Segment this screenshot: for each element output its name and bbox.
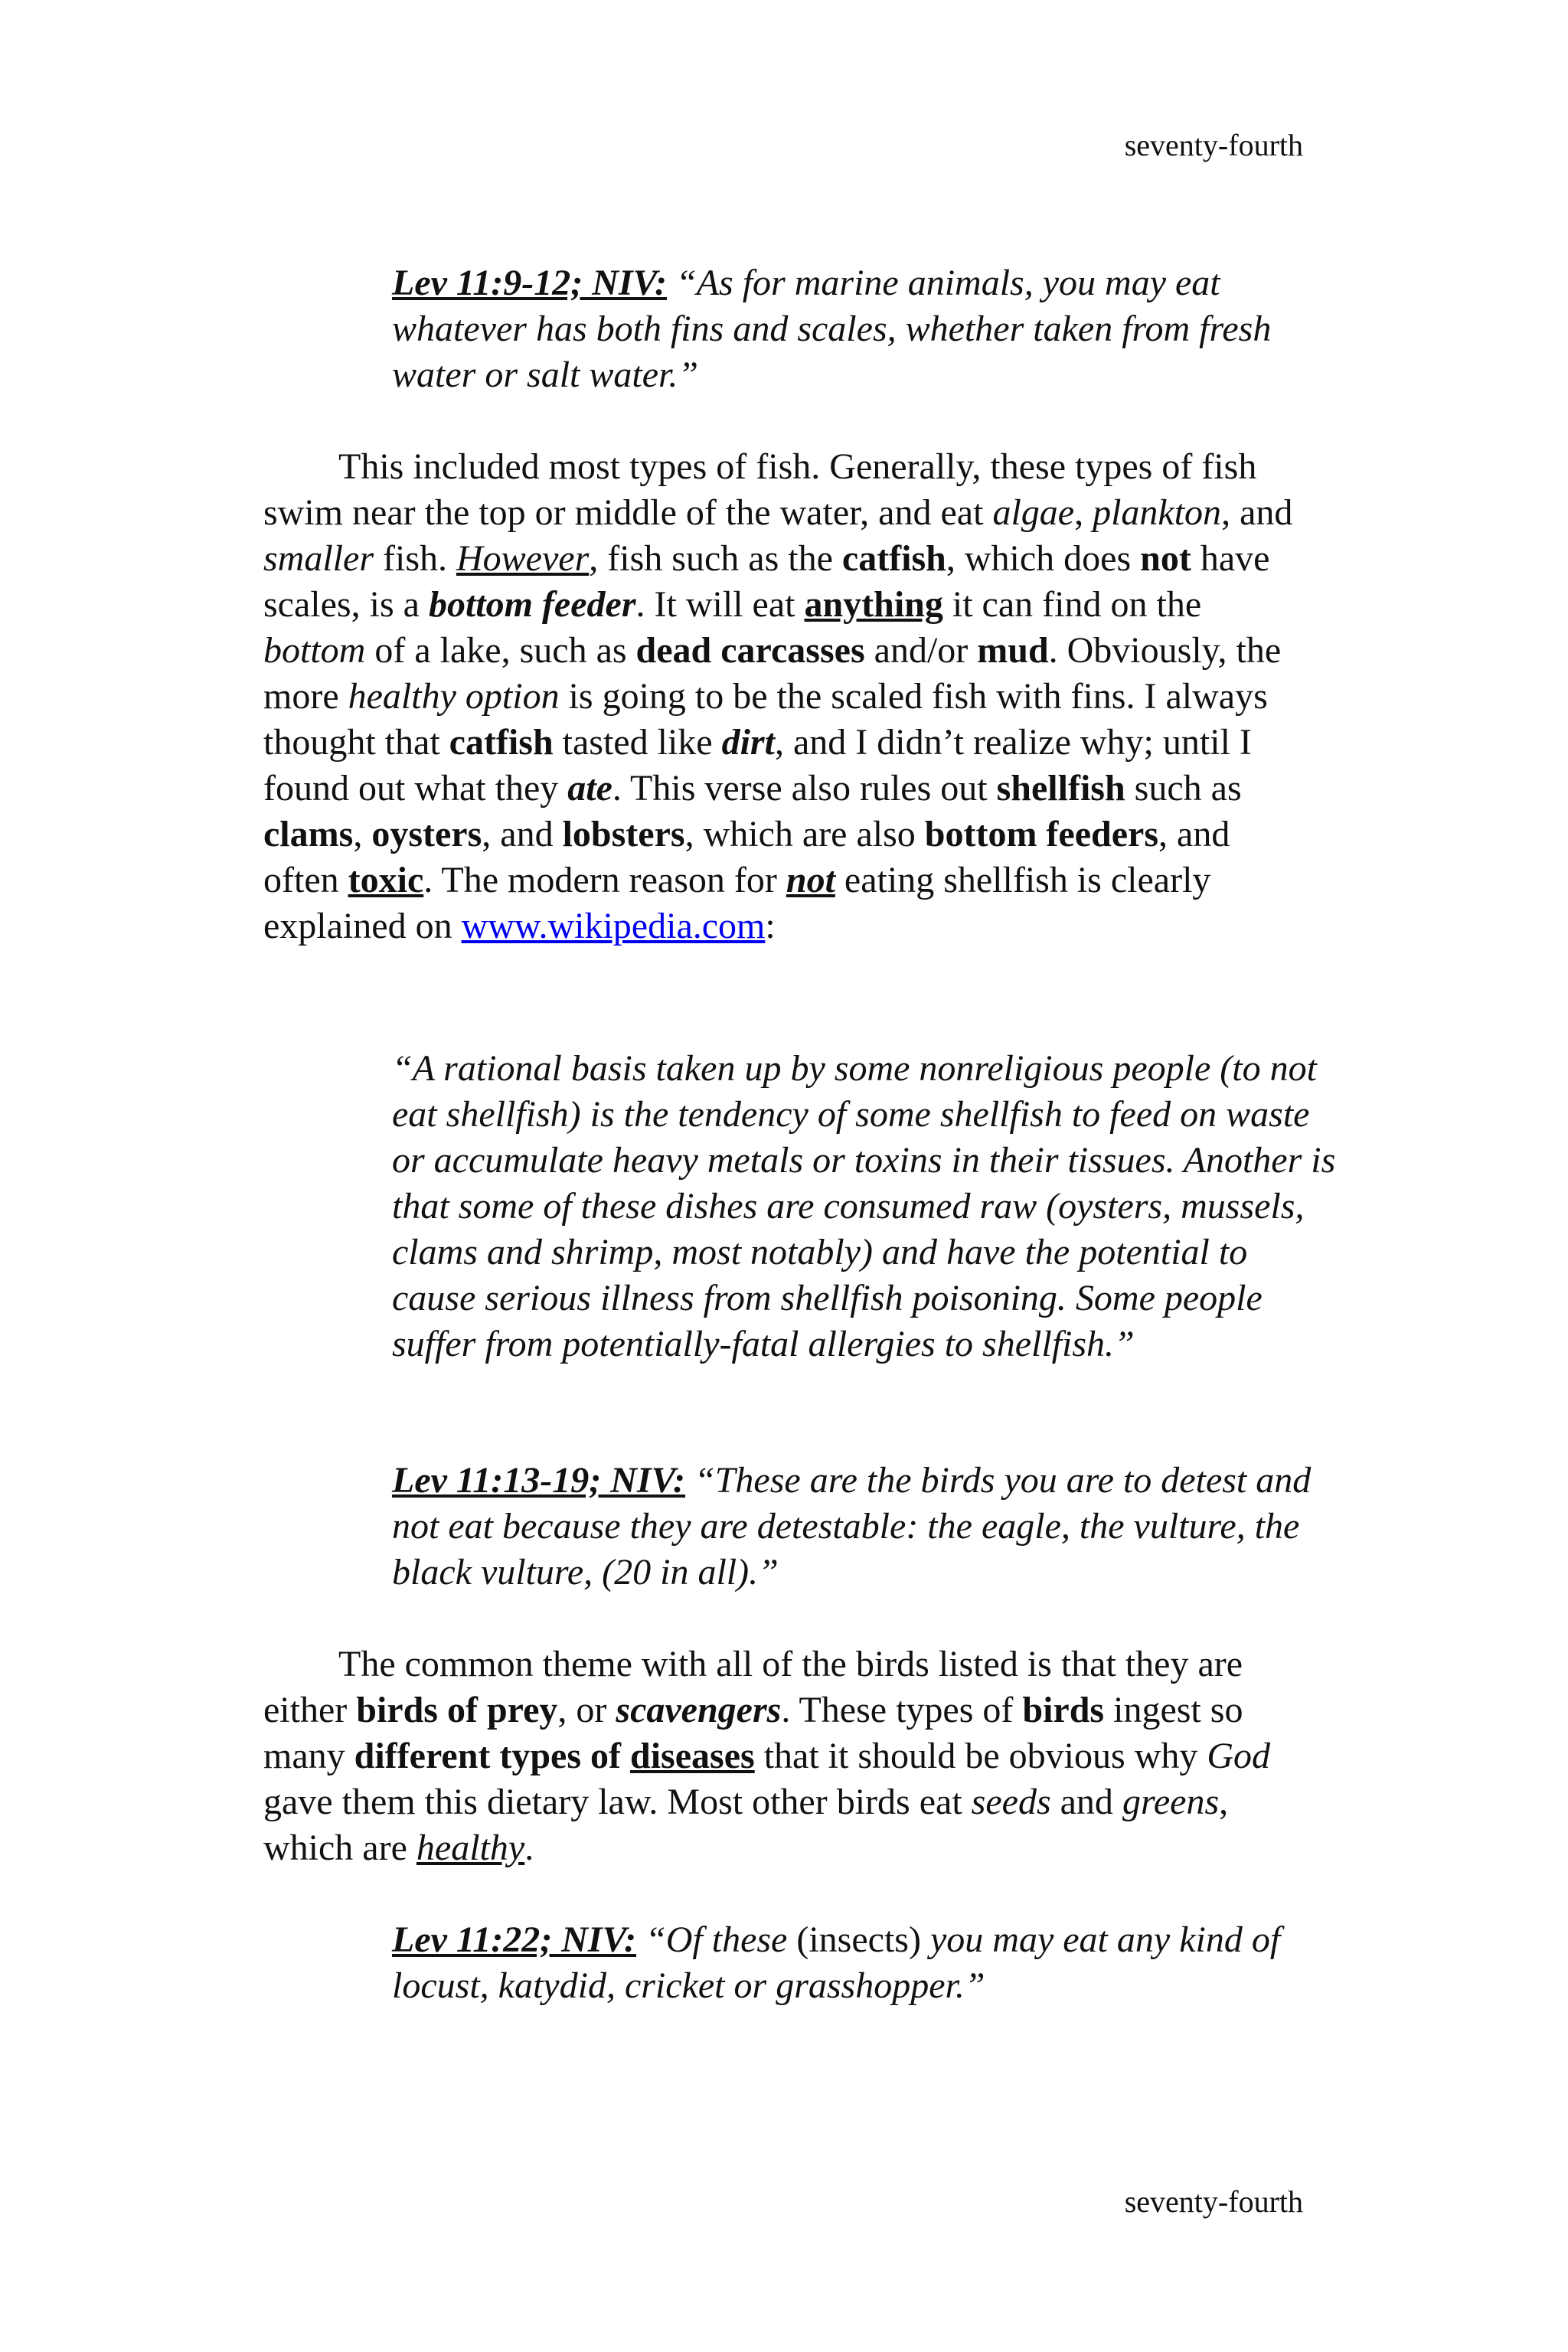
wikipedia-quote: “A rational basis taken up by some nonreligious people (to not eat shellfish) is the tendency of some shellfish to feed on waste or accumulate heavy metals or toxins in their tissues. Another is that some of these dishes are consumed raw (oysters, mussels, clams and shrimp, most notably) and have the potential to cause serious illness from shellfish poisoning. Some people suffer from potentially-fatal allergies to shellfish.”	[392, 1048, 1336, 1364]
paragraph-birds: The common theme with all of the birds listed is that they are either birds of prey, or scavengers. These types of birds ingest so many different types of diseases that it should be obvious why God gave them this dietary law. Most other birds eat seeds and greens, which are healthy.	[263, 1644, 1271, 1868]
verse-text: “As for marine animals, you may eat whatever has both fins and scales, whether taken from fresh water or salt water.”	[392, 263, 1272, 395]
wikipedia-link[interactable]: www.wikipedia.com	[461, 906, 766, 946]
verse-text: “These are the birds you are to detest and not eat because they are detestable: the eagle, the vulture, the black vulture, (20 in all).”	[392, 1460, 1312, 1592]
verse-lev-11-22: Lev 11:22; NIV: “Of these (insects) you may eat any kind of locust, katydid, cricket or grasshopper.”	[392, 1919, 1281, 2006]
verse-reference: Lev 11:9-12; NIV:	[392, 263, 668, 303]
page-footer: seventy-fourth	[1124, 2184, 1303, 2219]
page-header: seventy-fourth	[1124, 128, 1303, 162]
verse-reference: Lev 11:13-19; NIV:	[392, 1460, 686, 1501]
verse-lev-11-9-12	[392, 260, 1338, 398]
verse-reference: Lev 11:22; NIV:	[392, 1919, 637, 1960]
paragraph-fish: This included most types of fish. Generally, these types of fish swim near the top or middle of the water, and eat algae, plankton, and smaller fish. However, fish such as the catfish, which does not have scales, is a bottom feeder. It will eat anything it can find on the bottom of a lake, such as dead carcasses and/or mud. Obviously, the more healthy option is going to be the scaled fish with fins. I always thought that catfish tasted like dirt, and I didn’t realize why; until I found out what they ate. This verse also rules out shellfish such as clams, oysters, and lobsters, which are also bottom feeders, and often toxic. The modern reason for not eating shellfish is clearly explained on www.wikipedia.com:	[263, 446, 1293, 946]
verse-lev-11-13-19	[392, 1458, 1338, 1596]
